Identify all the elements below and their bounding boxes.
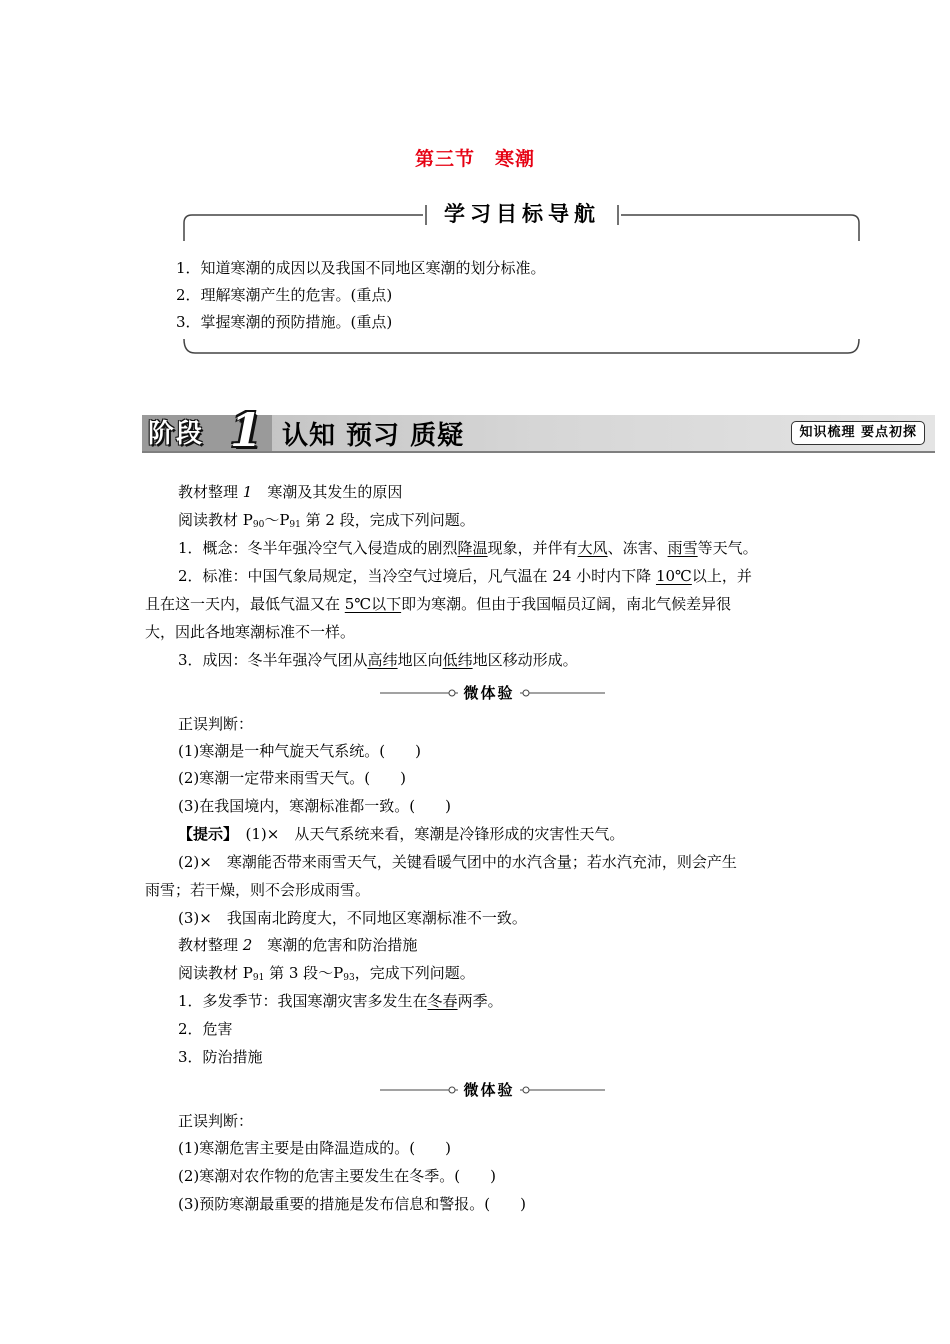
section2-reading: 阅读教材 $P_{91}$ 第 3 段$\sim P_{93}$，完成下列问题。	[178, 964, 475, 983]
section2-point-1: 1．多发季节：我国寒潮灾害多发生在冬春两季。	[178, 992, 503, 1010]
judgment-question: (2)寒潮对农作物的危害主要发生在冬季。( )	[178, 1167, 496, 1185]
judgment-question: (2)寒潮一定带来雨雪天气。( )	[178, 769, 406, 787]
judgment-question: (1)寒潮是一种气旋天气系统。( )	[178, 742, 421, 760]
stage-number: 1	[230, 403, 263, 457]
section2-point-2: 2．危害	[178, 1020, 233, 1038]
section1-reading: 阅读教材 $P_{90}\sim P_{91}$ 第 2 段，完成下列问题。	[178, 511, 475, 530]
section1-heading: 教材整理 1 寒潮及其发生的原因	[178, 483, 403, 501]
stage-banner	[142, 403, 935, 457]
goal-item: 3．掌握寒潮的预防措施。(重点)	[176, 313, 393, 331]
hint-2-cont: 雨雪；若干燥，则不会形成雨雪。	[145, 881, 371, 899]
goal-item: 2．理解寒潮产生的危害。(重点)	[176, 286, 393, 304]
micro-experience-label: 微体验	[458, 683, 520, 703]
stage-title: 认知 预习 质疑	[282, 421, 465, 451]
judgment-question: (1)寒潮危害主要是由降温造成的。( )	[178, 1139, 451, 1157]
goals-header: 学习目标导航	[428, 201, 616, 227]
judgment-intro: 正误判断：	[178, 715, 254, 733]
section1-point-3: 3．成因：冬半年强冷气团从高纬地区向低纬地区移动形成。	[178, 651, 578, 669]
micro-experience-divider	[380, 1080, 605, 1100]
hint-2: (2)× 寒潮能否带来雨雪天气，关键看暖气团中的水汽含量；若水汽充沛，则会产生	[178, 853, 737, 871]
section2-heading: 教材整理 2 寒潮的危害和防治措施	[178, 936, 418, 954]
hint-1: 【提示】 (1)× 从天气系统来看，寒潮是冷锋形成的灾害性天气。	[178, 825, 625, 843]
micro-experience-label: 微体验	[458, 1080, 520, 1100]
page-title: 第三节 寒潮	[414, 148, 535, 170]
stage-label: 阶段	[148, 419, 205, 449]
judgment-intro: 正误判断：	[178, 1112, 254, 1130]
judgment-question: (3)预防寒潮最重要的措施是发布信息和警报。( )	[178, 1195, 526, 1213]
stage-tab: 知识梳理 要点初探	[791, 421, 925, 445]
learning-goals-box	[176, 201, 861, 357]
section1-point-2-cont: 且在这一天内，最低气温又在 5℃以下即为寒潮。但由于我国幅员辽阔，南北气候差异很	[145, 595, 732, 613]
section2-point-3: 3．防治措施	[178, 1048, 263, 1066]
hint-3: (3)× 我国南北跨度大，不同地区寒潮标准不一致。	[178, 909, 527, 927]
section1-point-1: 1．概念：冬半年强冷空气入侵造成的剧烈降温现象，并伴有大风、冻害、雨雪等天气。	[178, 539, 758, 557]
section1-point-2: 2．标准：中国气象局规定，当冷空气过境后，凡气温在 24 小时内下降 10℃以上，并	[178, 567, 752, 585]
judgment-question: (3)在我国境内，寒潮标准都一致。( )	[178, 797, 451, 815]
micro-experience-divider	[380, 683, 605, 703]
section1-point-2-cont: 大，因此各地寒潮标准不一样。	[145, 623, 356, 641]
goal-item: 1．知道寒潮的成因以及我国不同地区寒潮的划分标准。	[176, 259, 546, 277]
